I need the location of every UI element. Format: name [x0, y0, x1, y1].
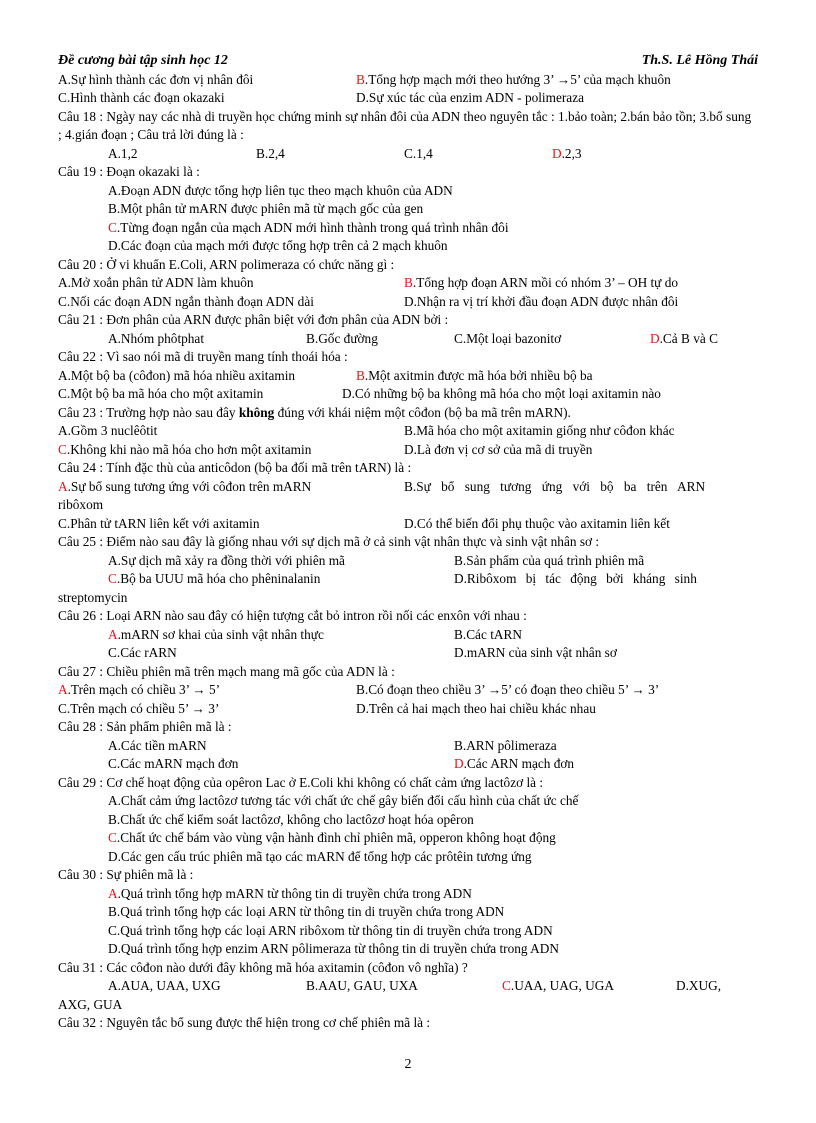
- option-c: C.Các rARN: [108, 645, 177, 660]
- option-row: [58, 737, 758, 756]
- question-27: Câu 27 : Chiều phiên mã trên mạch mang mã gốc của ADN là :: [58, 663, 395, 679]
- option-d: D.Sự xúc tác của enzim ADN - polimeraza: [356, 90, 585, 105]
- option-row: [58, 293, 758, 312]
- option-d: D.Có những bộ ba không mã hóa cho một loại axitamin nào: [342, 386, 661, 401]
- question-text: Câu 23 : Trường hợp nào sau đây: [58, 404, 239, 420]
- question-26: Câu 26 : Loại ARN nào sau đây có hiện tượng cắt bỏ intron rồi nối các enxôn với nhau :: [58, 608, 527, 623]
- answer-marker: A: [108, 885, 118, 901]
- option-b: B.Gốc đường: [306, 330, 378, 346]
- option-row: [58, 422, 758, 441]
- option-text: .2,3: [561, 145, 582, 161]
- option-d: D.Ribôxom bị tác động bởi kháng sinh: [454, 571, 697, 586]
- option-b: B.2,4: [256, 145, 285, 161]
- option-b: B.ARN pôlimeraza: [454, 737, 557, 753]
- question-23: [58, 404, 758, 423]
- option-row: [58, 755, 758, 774]
- option-c: C.Hình thành các đoạn okazaki: [58, 90, 225, 105]
- option-b-continued: ribôxom: [58, 497, 104, 512]
- option-text: .Cả B và C: [659, 330, 718, 346]
- page-number: 2: [404, 1057, 412, 1072]
- header-author: Th.S. Lê Hồng Thái: [641, 53, 758, 68]
- question-31: Câu 31 : Các côđon nào dưới đây không mã hóa axitamin (côđon vô nghĩa) ?: [58, 959, 468, 975]
- option-a: [108, 626, 454, 645]
- answer-marker: D: [552, 145, 562, 161]
- option-d: [552, 145, 582, 164]
- question-32: Câu 32 : Nguyên tắc bổ sung được thể hiện trong cơ chế phiên mã là :: [58, 1015, 431, 1030]
- option-a: A.Sự hình thành các đơn vị nhân đôi: [58, 71, 254, 87]
- emphasis-text: không: [238, 404, 275, 420]
- option-b: B.Mã hóa cho một axitamin giống như côđon khác: [404, 423, 675, 438]
- question-21: Câu 21 : Đơn phân của ARN được phân biệt với đơn phân của ADN bởi :: [58, 312, 449, 327]
- option-b: [404, 274, 678, 293]
- option-c: C.Một bộ ba mã hóa cho một axitamin: [58, 386, 264, 401]
- option-c: [502, 977, 676, 996]
- option-row: [58, 441, 758, 460]
- option-d-continued: streptomycin: [58, 589, 128, 605]
- answer-marker: B: [356, 71, 365, 87]
- header-title: Đề cương bài tập sinh học 12: [58, 53, 228, 68]
- question-20: Câu 20 : Ở vi khuẩn E.Coli, ARN polimeraza có chức năng gì :: [58, 256, 395, 272]
- option-row: [58, 626, 758, 645]
- option-b: [356, 71, 671, 90]
- option-b: B.Có đoạn theo chiều 3’ →5’ có đoạn theo chiều 5’ → 3’: [356, 682, 660, 697]
- option-a: A.Đoạn ADN được tổng hợp liên tục theo mạch khuôn của ADN: [108, 182, 453, 198]
- option-a: A.AUA, UAA, UXG: [108, 978, 221, 993]
- option-row: [58, 71, 758, 90]
- page-header: [58, 52, 758, 71]
- option-d: D.XUG,: [676, 978, 722, 993]
- option-c: C.Các mARN mạch đơn: [108, 756, 239, 771]
- option-row: [58, 367, 758, 386]
- answer-marker: C: [108, 219, 117, 235]
- option-row: [58, 681, 758, 700]
- option-c: C.Một loại bazonitơ: [454, 330, 562, 346]
- answer-marker: D: [454, 756, 464, 771]
- option-text: .Sự bổ sung tương ứng với côđon trên mARN: [67, 478, 312, 494]
- option-text: .Bộ ba UUU mã hóa cho phêninalanin: [116, 571, 321, 586]
- option-d: D.Quá trình tổng hợp enzim ARN pôlimeraza từ thông tin di truyền chứa trong ADN: [108, 941, 559, 956]
- option-a: A.Các tiền mARN: [108, 737, 207, 753]
- option-text: .Tổng hợp đoạn ARN mồi có nhóm 3’ – OH tự do: [412, 275, 679, 290]
- option-row: [58, 385, 758, 404]
- option-text: .Một axitmin được mã hóa bởi nhiều bộ ba: [364, 367, 593, 383]
- question-19: Câu 19 : Đoạn okazaki là :: [58, 164, 200, 179]
- question-text: đúng với khái niệm một côđon (bộ ba mã trên mARN).: [274, 404, 571, 420]
- option-a: [58, 681, 356, 700]
- option-c: C.Trên mạch có chiều 5’ → 3’: [58, 700, 220, 716]
- answer-marker: D: [650, 330, 660, 346]
- answer-marker: A: [58, 478, 68, 494]
- option-row: [58, 977, 758, 996]
- option-row: [58, 570, 758, 589]
- option-c: [58, 829, 758, 848]
- option-c: C.Nối các đoạn ADN ngắn thành đoạn ADN dài: [58, 293, 314, 309]
- option-a: A.Mở xoắn phân tử ADN làm khuôn: [58, 275, 254, 290]
- option-b: B.Sản phẩm của quá trình phiên mã: [454, 552, 645, 568]
- question-25: Câu 25 : Điểm nào sau đây là giống nhau với sự dịch mã ở cả sinh vật nhân thực và sinh vật nhân sơ :: [58, 534, 600, 549]
- question-29: Câu 29 : Cơ chế hoạt động của opêron Lac ở E.Coli khi không có chất cảm ứng lactôzơ là :: [58, 774, 544, 790]
- option-d: D.Các đoạn của mạch mới được tổng hợp trên cả 2 mạch khuôn: [108, 238, 448, 253]
- option-a: [58, 478, 404, 497]
- question-30: Câu 30 : Sự phiên mã là :: [58, 867, 194, 882]
- option-a: A.Chất cảm ứng lactôzơ tương tác với chất ức chế gây biến đổi cấu hình của chất ức chế: [108, 793, 579, 808]
- option-text: .Chất ức chế bám vào vùng vận hành đình chỉ phiên mã, opperon không hoạt động: [116, 830, 556, 845]
- option-b: B.AAU, GAU, UXA: [306, 978, 418, 993]
- option-d: D.Trên cả hai mạch theo hai chiều khác nhau: [356, 700, 596, 716]
- option-text: .Tổng hợp mạch mới theo hướng 3’ →5’ của mạch khuôn: [364, 71, 671, 87]
- question-28: Câu 28 : Sản phẩm phiên mã là :: [58, 719, 232, 734]
- question-22: Câu 22 : Vì sao nói mã di truyền mang tính thoái hóa :: [58, 349, 348, 364]
- option-d-continued: AXG, GUA: [58, 996, 123, 1012]
- option-a: A.Gồm 3 nuclêôtit: [58, 423, 158, 438]
- option-row: [58, 145, 758, 164]
- option-text: .mARN sơ khai của sinh vật nhân thực: [117, 626, 324, 642]
- option-row: [58, 89, 758, 108]
- document-page: [58, 52, 758, 1033]
- option-a: A.Nhóm phôtphat: [108, 330, 205, 346]
- option-text: .Từng đoạn ngắn của mạch ADN mới hình thành trong quá trình nhân đôi: [116, 219, 509, 235]
- option-a: A.1,2: [108, 145, 138, 161]
- answer-marker: A: [108, 626, 118, 642]
- option-c: C.1,4: [404, 145, 433, 161]
- answer-marker: C: [108, 571, 117, 586]
- option-b: B.Một phân tử mARN được phiên mã từ mạch gốc của gen: [108, 201, 424, 216]
- answer-marker: C: [58, 441, 67, 457]
- option-d: D.Là đơn vị cơ sở của mã di truyền: [404, 441, 593, 457]
- option-row: [58, 552, 758, 571]
- option-d: D.Nhận ra vị trí khởi đầu đoạn ADN được nhân đôi: [404, 293, 679, 309]
- option-text: .UAA, UAG, UGA: [510, 978, 614, 993]
- option-b: B.Các tARN: [454, 626, 522, 642]
- option-d: [650, 330, 718, 349]
- option-d: D.Các gen cấu trúc phiên mã tạo các mARN để tổng hợp các prôtêin tương ứng: [108, 848, 532, 864]
- question-24: Câu 24 : Tính đặc thù của anticôdon (bộ ba đối mã trên tARN) là :: [58, 460, 412, 475]
- answer-marker: A: [58, 682, 68, 697]
- option-row: [58, 700, 758, 719]
- option-row: [58, 274, 758, 293]
- option-row: [58, 644, 758, 663]
- option-row: [58, 330, 758, 349]
- option-text: .Quá trình tổng hợp mARN từ thông tin di truyền chứa trong ADN: [117, 885, 472, 901]
- option-b: [356, 367, 593, 386]
- option-text: .Không khi nào mã hóa cho hơn một axitamin: [66, 441, 312, 457]
- option-c: [58, 441, 404, 460]
- option-a: A.Một bộ ba (côđon) mã hóa nhiều axitamin: [58, 367, 296, 383]
- option-c: [108, 570, 454, 589]
- option-d: D.Có thể biến đổi phụ thuộc vào axitamin liên kết: [404, 515, 670, 531]
- option-a: A.Sự dịch mã xảy ra đồng thời với phiên mã: [108, 552, 345, 568]
- answer-marker: B: [356, 367, 365, 383]
- answer-marker: C: [502, 978, 511, 993]
- question-18: Câu 18 : Ngày nay các nhà di truyền học chứng minh sự nhân đôi của ADN theo nguyên tắc : 1.bảo toàn; 2.bán bảo tồn; 3.bổ sung ; 4.gián đoạn ; Câu trả lời đúng là :: [58, 108, 752, 142]
- option-a: [58, 885, 758, 904]
- answer-marker: B: [404, 275, 413, 290]
- option-d: [454, 755, 574, 774]
- option-b: B.Chất ức chế kiểm soát lactôzơ, không cho lactôzơ hoạt hóa opêron: [108, 811, 474, 827]
- option-b: B.Sự bổ sung tương ứng với bộ ba trên ARN: [404, 478, 706, 494]
- option-text: .Các ARN mạch đơn: [463, 756, 575, 771]
- option-text: .Trên mạch có chiều 3’ → 5’: [67, 682, 221, 697]
- option-c: C.Phân tử tARN liên kết với axitamin: [58, 515, 260, 531]
- option-row: [58, 478, 758, 497]
- option-b: B.Quá trình tổng hợp các loại ARN từ thông tin di truyền chứa trong ADN: [108, 904, 505, 919]
- option-row: [58, 515, 758, 534]
- option-c: [58, 219, 758, 238]
- answer-marker: C: [108, 830, 117, 845]
- option-c: C.Quá trình tổng hợp các loại ARN ribôxom từ thông tin di truyền chứa trong ADN: [108, 922, 553, 938]
- option-d: D.mARN của sinh vật nhân sơ: [454, 645, 617, 660]
